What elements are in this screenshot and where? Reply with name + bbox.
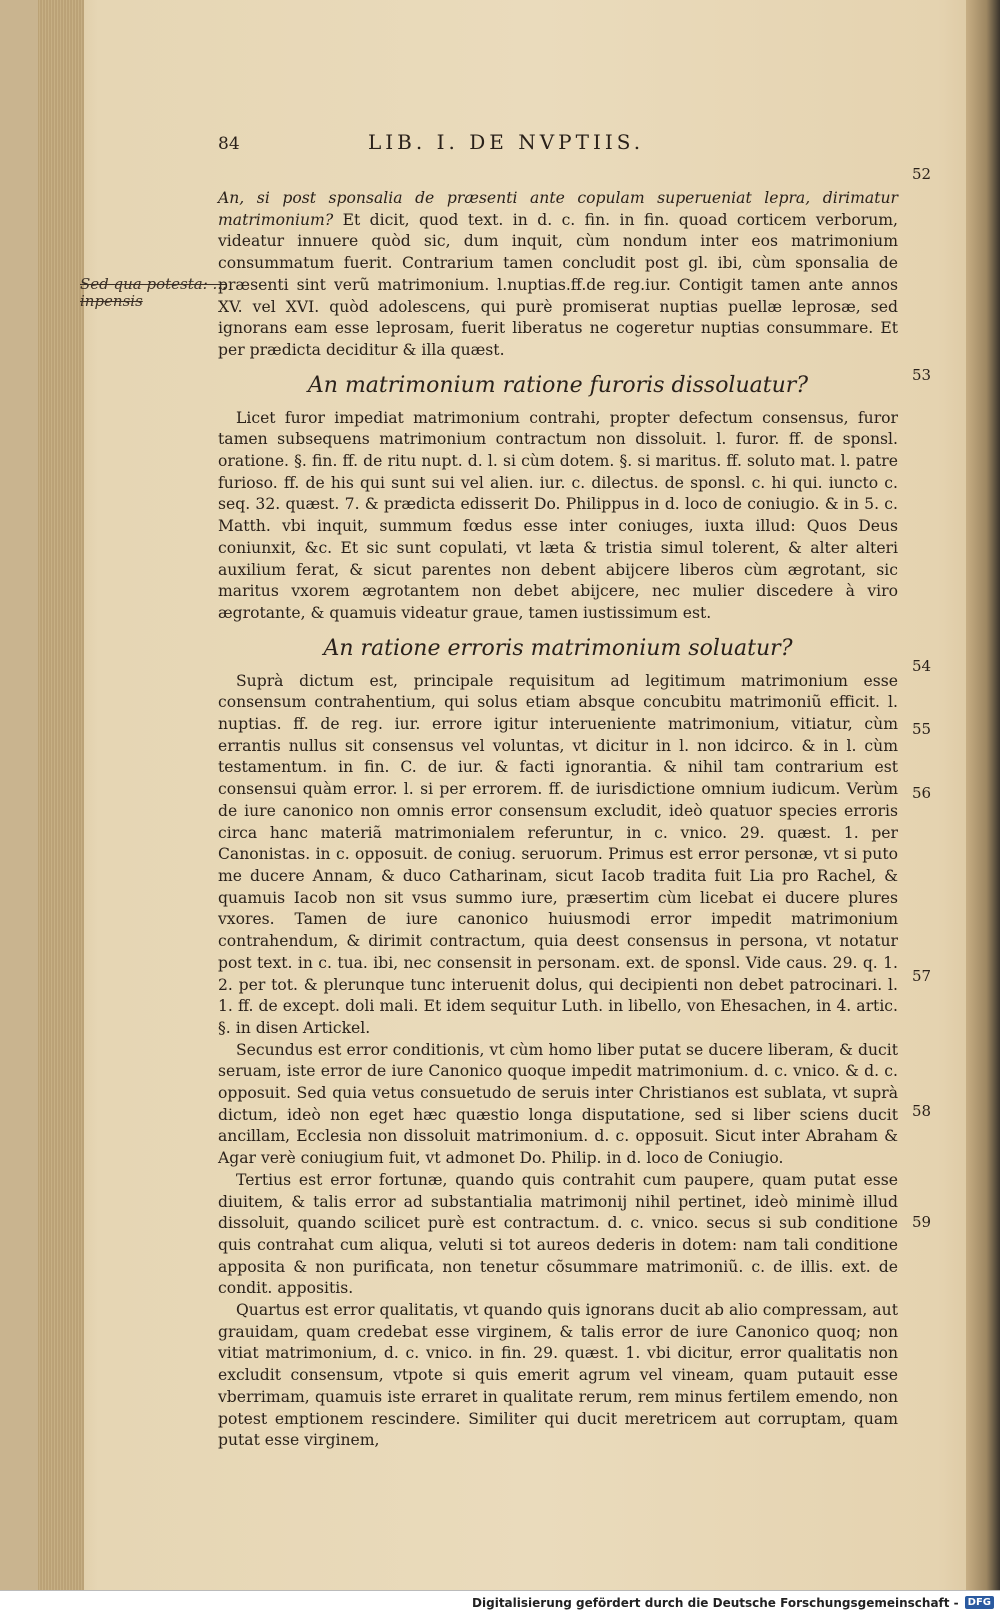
running-title: LIB. I. DE NVPTIIS. [368,130,645,154]
paragraph-error-qualitatis: Quartus est error qualitatis, vt quando quis ignorans ducit ab alio compressam, aut grauidam, quam credebat esse virginem, & talis error de iure Canonico quoq; non vitiat matrimonium, d. c. vnico. in fin. 29. quæst. 1. vbi dicitur, error qualitatis non excludit consensum, vtpote si quis emerit agrum vel vineam, quam putauit esse vberrimam, quamuis iste erraret in qualitate rerum, rem minus fertilem emendo, non potest emptionem rescindere. Similiter qui ducit meretricem aut corruptam, quam putat esse virginem, [218,1301,898,1450]
paragraph-furor: Licet furor impediat matrimonium contrahi, propter defectum consensus, furor tamen subsequens matrimonium contractum non dissoluit. l. furor. ff. de sponsl. oratione. §. fin. ff. de ritu nupt. d. l. si cùm dotem. §. si maritus. ff. soluto mat. l. patre furioso. ff. de his qui sunt sui vel alien. iur. c. dilectus. de sponsl. c. hi qui. iuncto c. seq. 32. quæst. 7. & prædicta edisserit Do. Philippus in d. loco de coniugio. & in 5. c. Matth. vbi inquit, summum fœdus esse inter coniuges, iuxta illud: Quos Deus coniunxit, &c. Et sic sunt copulati, vt læta & tristia simul tolerent, & alter alteri auxilium ferat, & sicut parentes non debent abijcere liberos cùm ægrotant, sic maritus vxorem ægrotantem non debet abijcere, nec mulier discedere à viro ægrotante, & quamuis videatur graue, tamen iustissimum est. [218,408,898,622]
paragraph-error-persona: Suprà dictum est, principale requisitum ad legitimum matrimonium esse consensum contrahentium, qui solus etiam absque concubitu matrimoniũ efficit. l. nuptias. ff. de reg. iur. errore igitur interueniente matrimonium, vitiatur, cùm errantis nullus sit consensus vel voluntas, vt dicitur in l. non idcirco. & in l. cùm testamentum. in fin. C. de iur. & facti ignorantia. & nihil tam contrarium est consensui quàm error. l. si per errorem. ff. de iurisdictione omnium iudicum. Verùm de iure canonico non omnis error consensum excludit, ideò quatuor species erroris circa hanc materiã matrimonialem referuntur, in c. vnico. 29. quæst. 1. per Canonistas. in c. opposuit. de coniug. seruorum. Primus est error personæ, vt si puto me ducere Annam, & duco Catharinam, sicut Iacob tradita fuit Lia pro Rachel, & quamuis Iacob non sit vsus summo iure, præsertim cùm licebat ei ducere plures vxores. Tamen de iure canonico huiusmodi error impedit matrimonium contrahendum, & dirimit contractum, quia deest consensus in persona, vt notatur post text. in c. tua. ibi, nec consensit in personam. ext. de sponsl. Vide caus. 29. q. 1. 2. per tot. & plerunque tunc interuenit dolus, qui decipienti non debet patrocinari. l. 1. ff. de except. doli mali. Et idem sequitur Luth. in libello, von Ehesachen, in 4. artic. §. in disen Artickel. [218,671,898,1037]
footer-bar [0,1590,1000,1614]
paragraph-lead: An, si post sponsalia de præsenti ante copulam superueniat lepra, dirimatur matrimonium? [218,189,898,229]
paragraph-error-fortunae: Tertius est error fortunæ, quando quis contrahit cum paupere, quam putat esse diuitem, & talis error ad substantialia matrimonij nihil pertinet, ideò minimè illud dissoluit, quando scilicet purè est contractum. d. c. vnico. secus si sub conditione quis contrahat cum aliqua, veluti si tot aureos dederis in dotem: nam tali conditione apposita & non purificata, non tenetur cõsummare matrimoniũ. c. de illis. ext. de condit. appositis. [218,1170,898,1298]
section-heading-furor: An matrimonium ratione furoris dissoluatur? [307,372,809,398]
margin-number: 57 [912,967,932,985]
binding-shadow [966,0,1000,1590]
page-stack-edge [38,0,84,1590]
section-heading-error: An ratione erroris matrimonium soluatur? [323,635,793,661]
text-block [218,60,898,1452]
paragraph-error-conditionis: Secundus est error conditionis, vt cùm homo liber putat se ducere liberam, & ducit seruam, iste error de iure Canonico quoque impedit matrimonium. d. c. vnico. & d. c. opposuit. Sed quia vetus consuetudo de seruis inter Christianos est sublata, vt suprà dictum, ideò non eget hæc quæstio longa disputatione, sed si liber sciens ducit ancillam, Ecclesia non dissoluit matrimonium. d. c. opposuit. Sicut inter Abraham & Agar verè coniugium fuit, vt admonet Do. Philip. in d. loco de Coniugio. [218,1040,898,1168]
page-number: 84 [218,134,240,154]
margin-number: 58 [912,1102,932,1120]
page-header [218,60,898,188]
margin-number: 53 [912,366,932,384]
paragraph-text: Et dicit, quod text. in d. c. fin. in fin. quoad corticem verborum, videatur innuere quòd sic, dum inquit, cùm nondum inter eos matrimonium consummatum fuerit. Contrarium tamen concludit post gl. ibi, cùm sponsalia de præsenti sint verũ matrimonium. l.nuptias.ff.de reg.iur. Contigit tamen ante annos XV. vel XVI. quòd adolescens, qui purè promiserat nuptias puellæ leprosæ, sed ignorans eam esse leprosam, fuerit liberatus ne cogeretur nuptias consummare. Et per prædicta deciditur & illa quæst. [218,210,898,359]
margin-number: 54 [912,657,932,675]
margin-number: 59 [912,1213,932,1231]
footer-credit: Digitalisierung gefördert durch die Deutsche Forschungsgemeinschaft - [472,1595,959,1610]
dfg-logo-icon: DFG [965,1596,994,1609]
paragraph-lepra [218,188,898,362]
handwritten-annotation: Sed qua potesta: ... inpensis [80,275,227,310]
margin-number: 55 [912,720,932,738]
margin-number: 52 [912,165,932,183]
margin-number: 56 [912,784,932,802]
